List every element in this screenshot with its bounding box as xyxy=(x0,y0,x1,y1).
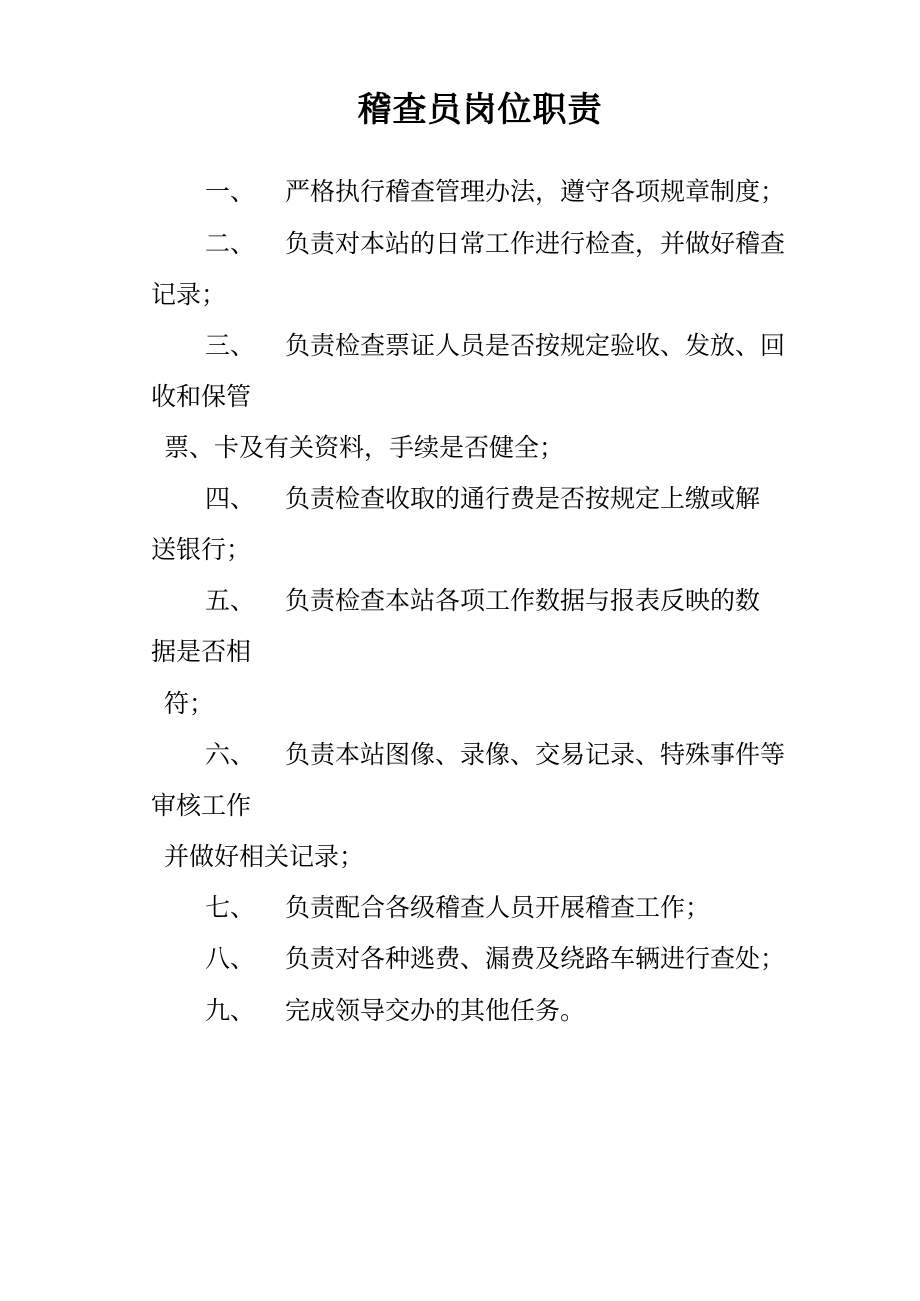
item-number: 七、 xyxy=(205,893,256,922)
item-text-continuation: 票、卡及有关资料，手续是否健全； xyxy=(164,433,565,462)
item-text: 负责配合各级稽查人员开展稽查工作； xyxy=(285,893,711,922)
item-number: 八、 xyxy=(205,944,256,973)
item-text-continuation: 并做好相关记录； xyxy=(164,842,365,871)
item-text: 负责检查收取的通行费是否按规定上缴或解 xyxy=(285,484,761,513)
item-text: 完成领导交办的其他任务。 xyxy=(285,996,586,1025)
item-text: 负责对本站的日常工作进行检查，并做好稽查 xyxy=(285,229,786,258)
item-text: 负责本站图像、录像、交易记录、特殊事件等 xyxy=(285,740,786,769)
item-number: 二、 xyxy=(205,229,256,258)
item-number: 四、 xyxy=(205,484,256,513)
item-text-continuation: 收和保管 xyxy=(151,382,252,411)
item-text: 负责检查票证人员是否按规定验收、发放、回 xyxy=(285,331,786,360)
item-text-continuation: 记录； xyxy=(151,280,227,309)
item-text-continuation: 审核工作 xyxy=(151,791,252,820)
item-text-continuation: 符； xyxy=(164,689,215,718)
item-number: 五、 xyxy=(205,586,256,615)
item-number: 一、 xyxy=(205,177,256,206)
item-text: 负责对各种逃费、漏费及绕路车辆进行查处； xyxy=(285,944,786,973)
item-number: 六、 xyxy=(205,740,256,769)
item-text-continuation: 据是否相 xyxy=(151,637,252,666)
item-number: 三、 xyxy=(205,331,256,360)
item-text: 严格执行稽查管理办法，遵守各项规章制度； xyxy=(285,177,786,206)
page-title: 稽查员岗位职责 xyxy=(357,90,603,130)
item-text-continuation: 送银行； xyxy=(151,535,252,564)
item-text: 负责检查本站各项工作数据与报表反映的数 xyxy=(285,586,761,615)
item-number: 九、 xyxy=(205,996,256,1025)
